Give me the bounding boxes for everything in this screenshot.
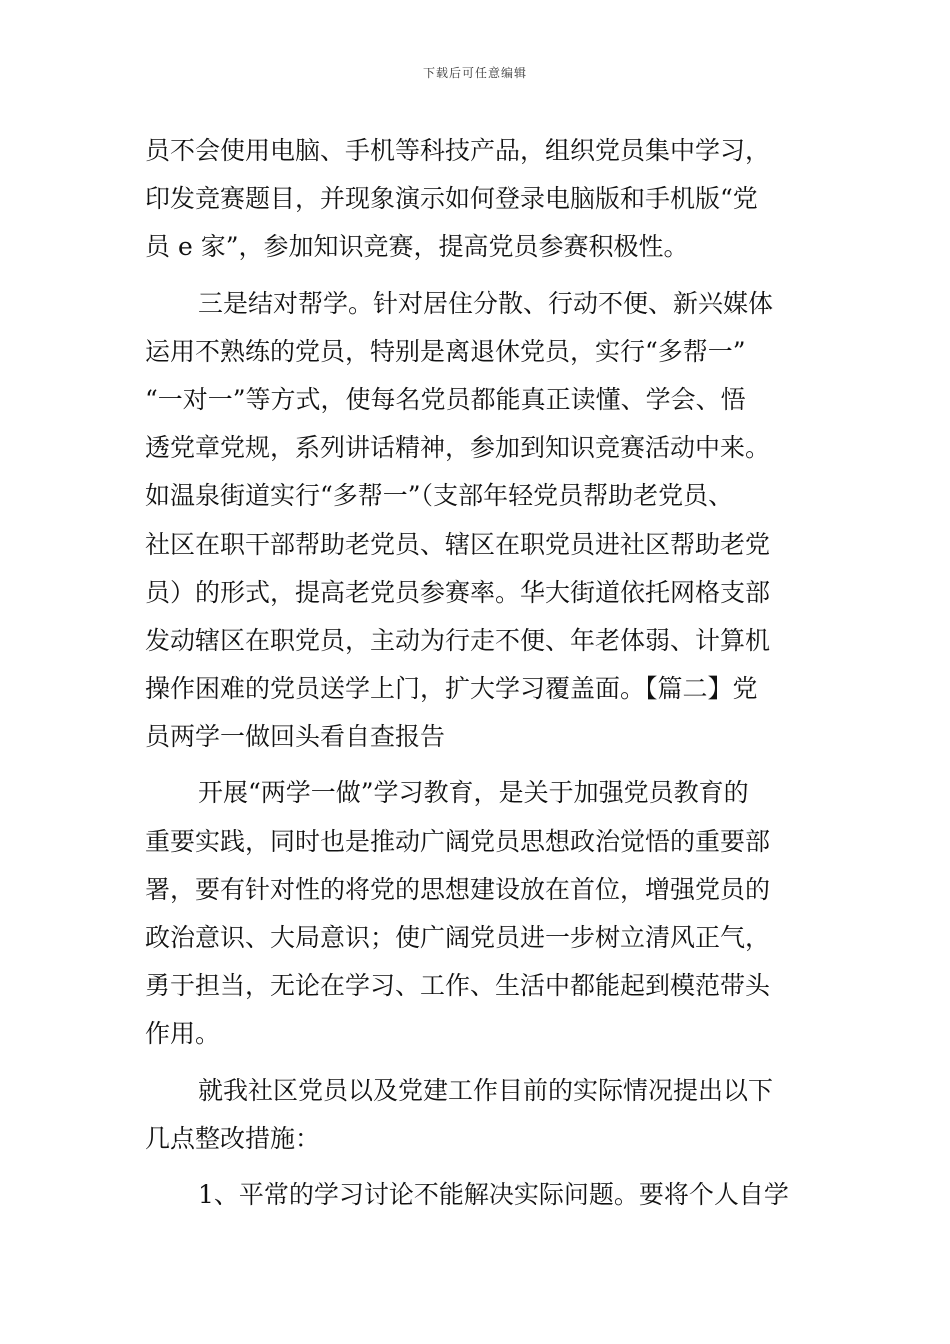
text-line: 员不会使用电脑、手机等科技产品，组织党员集中学习， [145,136,771,165]
text-line: 勇于担当，无论在学习、工作、生活中都能起到模范带头 [145,971,771,1001]
text-line: 如温泉街道实行“多帮一”（支部年轻党员帮助老党员、 [145,481,734,511]
text-line: 作用。 [145,1019,221,1049]
text-line: 就我社区党员以及党建工作目前的实际情况提出以下 [198,1075,774,1105]
text-line: 政治意识、大局意识；使广阔党员进一步树立清风正气， [145,923,771,952]
text-line: “一对一”等方式，使每名党员都能真正读懂、学会、悟 [145,384,746,414]
text-line: 几点整改措施： [145,1123,321,1153]
text-line: 员两学一做回头看自查报告 [145,722,446,752]
text-line: 社区在职干部帮助老党员、辖区在职党员进社区帮助老党 [145,529,771,559]
text-line: 透党章党规，系列讲话精神，参加到知识竞赛活动中来。 [145,433,771,463]
body-text [145,127,810,1219]
text-line: 三是结对帮学。针对居住分散、行动不便、新兴媒体 [198,288,774,318]
text-line: 开展“两学一做”学习教育，是关于加强党员教育的 [198,778,749,808]
text-line: 运用不熟练的党员，特别是离退休党员，实行“多帮一” [145,336,746,366]
text-line: 发动辖区在职党员，主动为行走不便、年老体弱、计算机 [145,625,771,655]
text-line: 重要实践，同时也是推动广阔党员思想政治觉悟的重要部 [145,826,771,856]
text-line: 员 e 家”，参加知识竞赛，提高党员参赛积极性。 [145,232,689,262]
page-header: 下载后可任意编辑 [422,66,527,80]
text-line: 操作困难的党员送学上门，扩大学习覆盖面。【篇二】党 [145,674,758,704]
text-line: 署，要有针对性的将党的思想建设放在首位，增强党员的 [145,874,771,904]
text-line: 印发竞赛题目，并现象演示如何登录电脑版和手机版“党 [145,184,758,214]
text-line: 员）的形式，提高老党员参赛率。华大街道依托网格支部 [145,577,771,607]
text-line: 1、平常的学习讨论不能解决实际问题。要将个人自学 [198,1179,789,1209]
